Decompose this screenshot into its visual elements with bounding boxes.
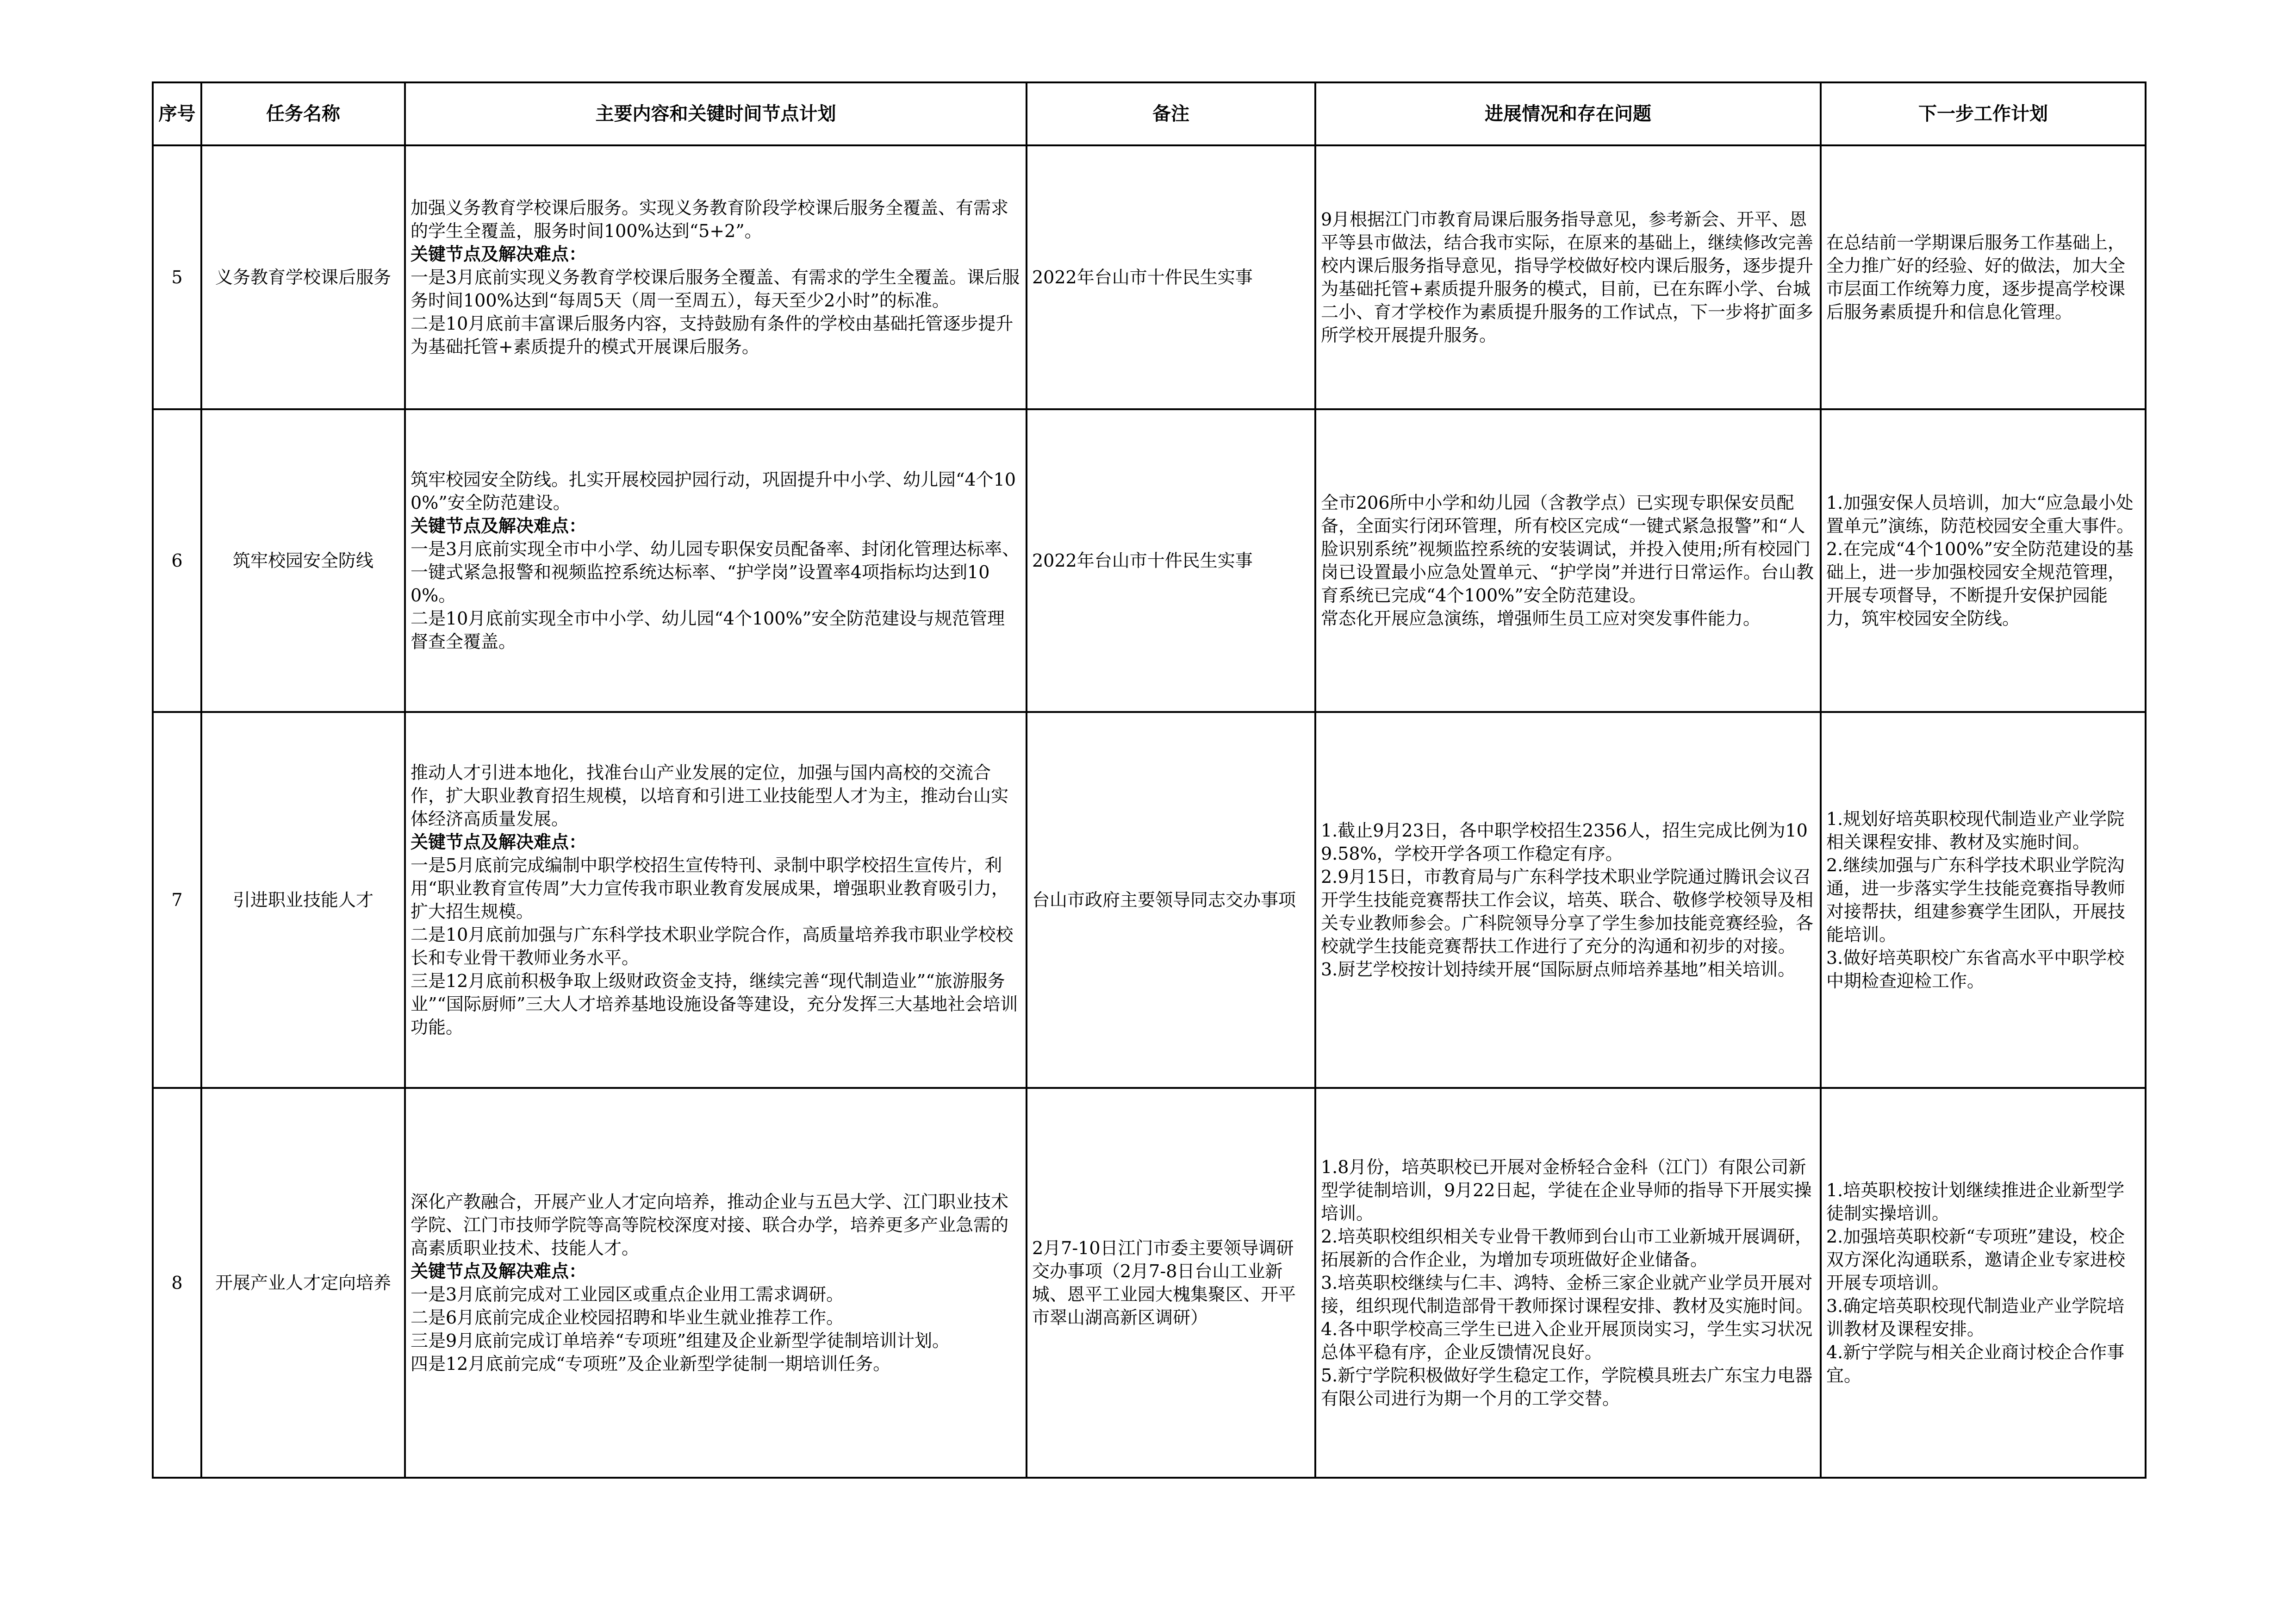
row-next-plan	[1821, 409, 2146, 712]
progress-item: 常态化开展应急演练，增强师生员工应对突发事件能力。	[1321, 608, 1761, 629]
key-point: 一是5月底前完成编制中职学校招生宣传特刊、录制中职学校招生宣传片，利用“职业教育宣传周”大力宣传我市职业教育发展成果，增强职业教育吸引力，扩大招生规模。	[411, 855, 1009, 922]
header-remark: 备注	[1027, 82, 1315, 145]
next-item: 3.做好培英职校广东省高水平中职学校中期检查迎检工作。	[1826, 948, 2125, 991]
key-point: 二是10月底前丰富课后服务内容，支持鼓励有条件的学校由基础托管逐步提升为基础托管+素质提升的模式开展课后服务。	[411, 313, 1014, 357]
progress-item: 全市206所中小学和幼儿园（含教学点）已实现专职保安员配备，全面实行闭环管理，所有校区完成“一键式紧急报警”和“人脸识别系统”视频监控系统的安装调试，并投入使用;所有校园门岗已设置最小应急处置单元、“护学岗”并进行日常运作。台山教育系统已完成“4个100%”安全防范建设。	[1321, 493, 1814, 606]
next-item: 4.新宁学院与相关企业商讨校企合作事宜。	[1826, 1342, 2125, 1386]
table-row	[153, 409, 2146, 712]
table-row	[153, 1088, 2146, 1478]
key-node-label: 关键节点及解决难点：	[411, 832, 587, 852]
progress-item: 3.厨艺学校按计划持续开展“国际厨点师培养基地”相关培训。	[1321, 959, 1796, 980]
next-item: 在总结前一学期课后服务工作基础上，全力推广好的经验、好的做法，加大全市层面工作统筹力度，逐步提高学校课后服务素质提升和信息化管理。	[1826, 232, 2126, 322]
key-point: 四是12月底前完成“专项班”及企业新型学徒制一期培训任务。	[411, 1354, 891, 1374]
progress-item: 5.新宁学院积极做好学生稳定工作，学院模具班去广东宝力电器有限公司进行为期一个月的工学交替。	[1321, 1365, 1813, 1409]
progress-item: 1.8月份，培英职校已开展对金桥轻合金科（江门）有限公司新型学徒制培训，9月22日起，学徒在企业导师的指导下开展实操培训。	[1321, 1157, 1812, 1224]
header-seq: 序号	[153, 82, 201, 145]
table-row	[153, 712, 2146, 1088]
content-intro: 深化产教融合，开展产业人才定向培养，推动企业与五邑大学、江门职业技术学院、江门市技师学院等高等院校深度对接、联合办学，培养更多产业急需的高素质职业技术、技能人才。	[411, 1192, 1009, 1258]
progress-item: 3.培英职校继续与仁丰、鸿特、金桥三家企业就产业学员开展对接，组织现代制造部骨干教师探讨课程安排、教材及实施时间。	[1321, 1273, 1814, 1316]
header-row	[153, 82, 2146, 145]
content-intro: 推动人才引进本地化，找准台山产业发展的定位，加强与国内高校的交流合作，扩大职业教育招生规模，以培育和引进工业技能型人才为主，推动台山实体经济高质量发展。	[411, 762, 1009, 829]
key-point: 二是10月底前实现全市中小学、幼儿园“4个100%”安全防范建设与规范管理督查全覆盖。	[411, 608, 1005, 652]
progress-item: 2.9月15日，市教育局与广东科学技术职业学院通过腾讯会议召开学生技能竞赛帮扶工作会议，培英、联合、敬修学校领导及相关专业教师参会。广科院领导分享了学生参加技能竞赛经验，各校就学生技能竞赛帮扶工作进行了充分的沟通和初步的对接。	[1321, 867, 1814, 956]
task-table	[152, 81, 2147, 1479]
next-item: 2.在完成“4个100%”安全防范建设的基础上，进一步加强校园安全规范管理，开展专项督导，不断提升安保护园能力，筑牢校园安全防线。	[1826, 539, 2134, 629]
progress-item: 9月根据江门市教育局课后服务指导意见，参考新会、开平、恩平等县市做法，结合我市实际，在原来的基础上，继续修改完善校内课后服务指导意见，指导学校做好校内课后服务，逐步提升为基础托管+素质提升服务的模式，目前，已在东晖小学、台城二小、育才学校作为素质提升服务的工作试点，下一步将扩面多所学校开展提升服务。	[1321, 209, 1814, 345]
key-point: 三是9月底前完成订单培养“专项班”组建及企业新型学徒制培训计划。	[411, 1330, 950, 1351]
header-task-name: 任务名称	[201, 82, 405, 145]
row-seq: 7	[153, 712, 201, 1088]
next-item: 1.规划好培英职校现代制造业产业学院相关课程安排、教材及实施时间。	[1826, 809, 2125, 852]
row-content	[405, 409, 1027, 712]
content-intro: 加强义务教育学校课后服务。实现义务教育阶段学校课后服务全覆盖、有需求的学生全覆盖，服务时间100%达到“5+2”。	[411, 198, 1009, 241]
next-item: 2.继续加强与广东科学技术职业学院沟通，进一步落实学生技能竞赛指导教师对接帮扶，组建参赛学生团队，开展技能培训。	[1826, 855, 2126, 945]
key-point: 一是3月底前实现义务教育学校课后服务全覆盖、有需求的学生全覆盖。课后服务时间100%达到“每周5天（周一至周五），每天至少2小时”的标准。	[411, 267, 1020, 311]
row-progress	[1315, 712, 1821, 1088]
row-task-name: 开展产业人才定向培养	[201, 1088, 405, 1478]
table-row	[153, 145, 2146, 409]
row-remark: 台山市政府主要领导同志交办事项	[1027, 712, 1315, 1088]
key-point: 一是3月底前实现全市中小学、幼儿园专职保安员配备率、封闭化管理达标率、一键式紧急报警和视频监控系统达标率、“护学岗”设置率4项指标均达到100%。	[411, 539, 1020, 606]
key-node-label: 关键节点及解决难点：	[411, 244, 587, 264]
row-content	[405, 712, 1027, 1088]
row-task-name: 义务教育学校课后服务	[201, 145, 405, 409]
key-point: 二是6月底前完成企业校园招聘和毕业生就业推荐工作。	[411, 1307, 844, 1328]
content-intro: 筑牢校园安全防线。扎实开展校园护园行动，巩固提升中小学、幼儿园“4个100%”安全防范建设。	[411, 469, 1016, 513]
row-next-plan	[1821, 1088, 2146, 1478]
progress-item: 1.截止9月23日，各中职学校招生2356人，招生完成比例为109.58%，学校开学各项工作稳定有序。	[1321, 820, 1808, 864]
row-progress	[1315, 1088, 1821, 1478]
row-seq: 6	[153, 409, 201, 712]
key-point: 一是3月底前完成对工业园区或重点企业用工需求调研。	[411, 1284, 844, 1305]
row-next-plan	[1821, 712, 2146, 1088]
row-seq: 8	[153, 1088, 201, 1478]
row-task-name: 筑牢校园安全防线	[201, 409, 405, 712]
key-node-label: 关键节点及解决难点：	[411, 516, 587, 536]
header-progress: 进展情况和存在问题	[1315, 82, 1821, 145]
row-remark: 2月7-10日江门市委主要领导调研交办事项（2月7-8日台山工业新城、恩平工业园大槐集聚区、开平市翠山湖高新区调研）	[1027, 1088, 1315, 1478]
next-item: 1.加强安保人员培训，加大“应急最小处置单元”演练，防范校园安全重大事件。	[1826, 493, 2134, 536]
key-point: 二是10月底前加强与广东科学技术职业学院合作，高质量培养我市职业学校校长和专业骨干教师业务水平。	[411, 924, 1014, 968]
progress-item: 4.各中职学校高三学生已进入企业开展顶岗实习，学生实习状况总体平稳有序，企业反馈情况良好。	[1321, 1319, 1813, 1362]
next-item: 2.加强培英职校新“专项班”建设，校企双方深化沟通联系，邀请企业专家进校开展专项培训。	[1826, 1226, 2126, 1293]
row-remark: 2022年台山市十件民生实事	[1027, 145, 1315, 409]
row-remark: 2022年台山市十件民生实事	[1027, 409, 1315, 712]
row-seq: 5	[153, 145, 201, 409]
key-node-label: 关键节点及解决难点：	[411, 1261, 587, 1281]
row-content	[405, 1088, 1027, 1478]
row-next-plan	[1821, 145, 2146, 409]
row-content	[405, 145, 1027, 409]
progress-item: 2.培英职校组织相关专业骨干教师到台山市工业新城开展调研，拓展新的合作企业，为增加专项班做好企业储备。	[1321, 1226, 1813, 1270]
next-item: 1.培英职校按计划继续推进企业新型学徒制实操培训。	[1826, 1180, 2125, 1224]
header-content: 主要内容和关键时间节点计划	[405, 82, 1027, 145]
row-progress	[1315, 409, 1821, 712]
header-next-plan: 下一步工作计划	[1821, 82, 2146, 145]
row-progress	[1315, 145, 1821, 409]
next-item: 3.确定培英职校现代制造业产业学院培训教材及课程安排。	[1826, 1296, 2125, 1339]
key-point: 三是12月底前积极争取上级财政资金支持，继续完善“现代制造业”“旅游服务业”“国际厨师”三大人才培养基地设施设备等建设，充分发挥三大基地社会培训功能。	[411, 971, 1018, 1037]
row-task-name: 引进职业技能人才	[201, 712, 405, 1088]
